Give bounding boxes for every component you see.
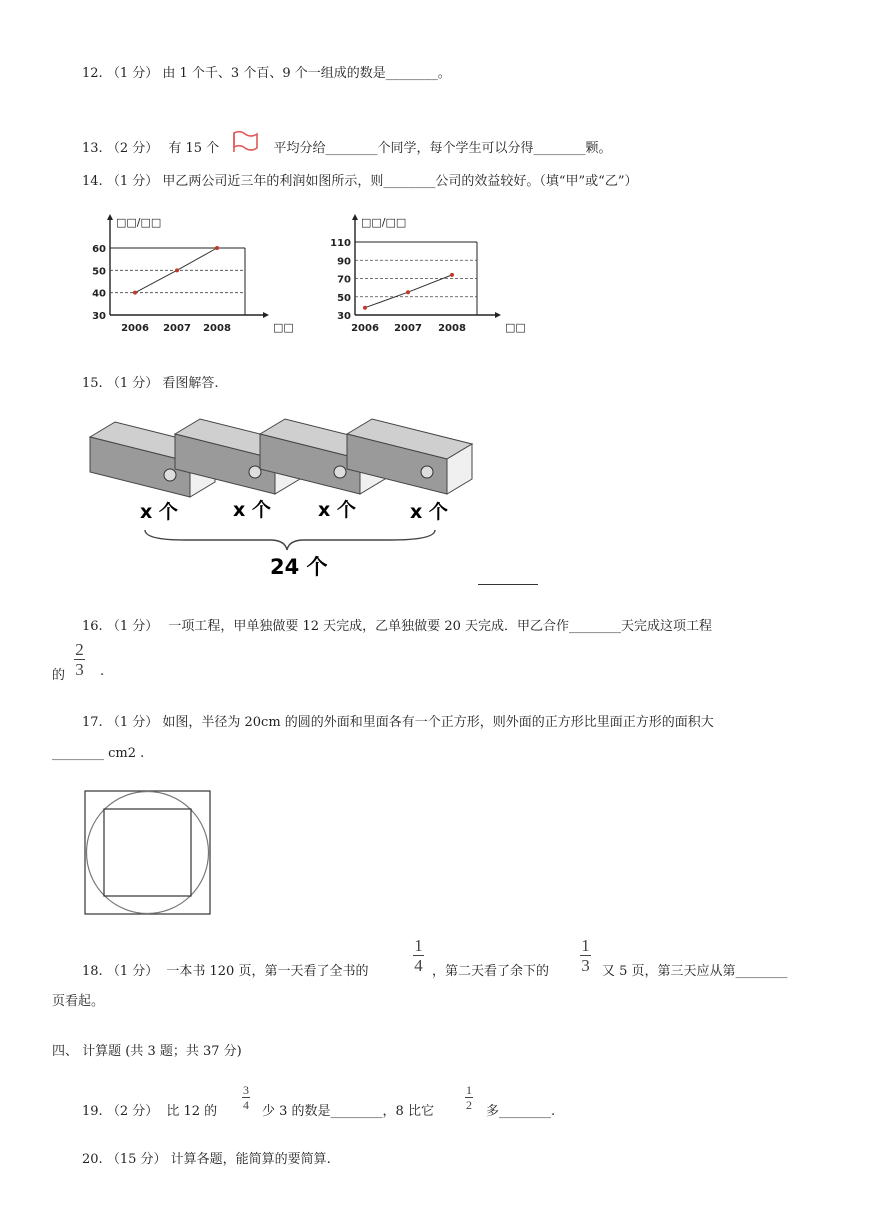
question-number: 17. [82,715,103,730]
y-tick-label: 90 [337,256,351,268]
flag-icon [231,130,261,156]
question-score: （1 分） [106,174,159,189]
question-number: 19. [82,1104,103,1119]
question-17 [82,711,714,730]
fraction-three-quarters: 3 4 [243,1083,249,1112]
question-score: （1 分） [106,715,159,730]
y-tick-label: 70 [337,274,351,286]
question-score: （1 分） [106,376,159,391]
question-16-line2-pre: 的 [52,668,66,683]
x-axis-arrow [495,312,501,318]
x-tick-label: 2008 [438,323,466,334]
total-count-label: 24 个 [270,555,328,579]
question-18 [82,960,368,979]
question-text: 由 1 个千、3 个百、9 个一组成的数是________。 [162,66,451,81]
fraction-one-quarter: 1 4 [414,936,423,975]
question-number: 16. [82,619,103,634]
question-14 [82,170,637,189]
y-axis-label: □□/□□ [361,216,407,229]
question-19 [82,1100,217,1119]
question-score: （15 分） [106,1152,167,1167]
question-score: （2 分） [106,141,159,156]
y-tick-label: 50 [337,292,351,304]
question-18-text-b: ，第二天看了余下的 [432,964,550,979]
question-score: （1 分） [106,619,159,634]
y-axis-label: □□/□□ [116,216,162,229]
box-count-label: x 个 [410,501,448,523]
y-tick-label: 50 [92,266,106,278]
question-score: （1 分） [106,66,159,81]
x-tick-label: 2006 [351,323,379,334]
curly-brace [145,530,435,550]
question-text: 一项工程，甲单独做要 12 天完成，乙单独做要 20 天完成．甲乙合作________天完成这项工程 [168,619,712,634]
question-19-text-c: 多________. [486,1104,556,1119]
question-12 [82,62,451,81]
company-a-profit-chart [85,212,294,337]
box-count-label: x 个 [318,499,356,521]
data-point [450,273,454,277]
question-number: 20. [82,1152,103,1167]
x-tick-label: 2007 [394,323,422,334]
question-text: 看图解答. [162,376,219,391]
question-number: 14. [82,174,103,189]
data-point [175,268,179,272]
x-axis-arrow [263,312,269,318]
question-score: （2 分） [106,1104,159,1119]
question-18-text-c: 又 5 页，第三天应从第________ [602,964,788,979]
data-point [406,290,410,294]
y-tick-label: 30 [337,311,351,322]
question-text: 计算各题，能简算的要简算. [170,1152,331,1167]
question-17-line2: ________ cm2 . [52,746,145,761]
fraction-two-thirds: 2 3 [75,640,84,679]
question-score: （1 分） [106,964,159,979]
question-20 [82,1148,331,1167]
question-text: 甲乙两公司近三年的利润如图所示，则________公司的效益较好。（填“甲”或“乙”） [162,174,638,189]
question-number: 18. [82,964,103,979]
boxes-figure [85,412,485,587]
fraction-one-half: 1 2 [466,1083,472,1112]
data-point [363,306,367,310]
x-axis-label: □□ [273,321,294,334]
y-axis-arrow [352,214,358,220]
y-tick-label: 30 [92,311,106,322]
x-tick-label: 2006 [121,323,149,334]
question-16 [82,615,712,634]
data-point [215,246,219,250]
question-text: 如图，半径为 20cm 的圆的外面和里面各有一个正方形，则外面的正方形比里面正方形的面积大 [162,715,714,730]
x-tick-label: 2008 [203,323,231,334]
y-tick-label: 60 [92,244,106,255]
y-tick-label: 110 [330,238,351,249]
y-tick-label: 40 [92,288,106,300]
x-axis-label: □□ [505,321,526,334]
inner-square [104,809,191,896]
y-axis-arrow [107,214,113,220]
box-count-label: x 个 [233,499,271,521]
question-number: 12. [82,66,103,81]
question-16-line2-post: . [100,664,105,679]
circle-squares-figure [84,790,212,916]
data-point [133,291,137,295]
question-13 [82,130,611,156]
company-b-profit-chart [330,212,530,337]
question-number: 13. [82,141,103,156]
answer-blank[interactable] [478,583,538,585]
question-text-a: 比 12 的 [166,1104,218,1119]
question-text-pre: 有 15 个 [168,141,220,156]
question-19-text-b: 少 3 的数是________，8 比它 [262,1104,434,1119]
fraction-one-third: 1 3 [581,936,590,975]
box-count-label: x 个 [140,501,178,523]
question-15 [82,372,219,391]
question-text-post: 平均分给________个同学，每个学生可以分得________颗。 [273,141,612,156]
question-18-line2: 页看起。 [52,994,105,1009]
section-4-title: 四、 计算题 (共 3 题；共 37 分) [52,1044,242,1059]
x-tick-label: 2007 [163,323,191,334]
question-number: 15. [82,376,103,391]
question-text-a: 一本书 120 页，第一天看了全书的 [166,964,369,979]
circle [87,792,209,914]
